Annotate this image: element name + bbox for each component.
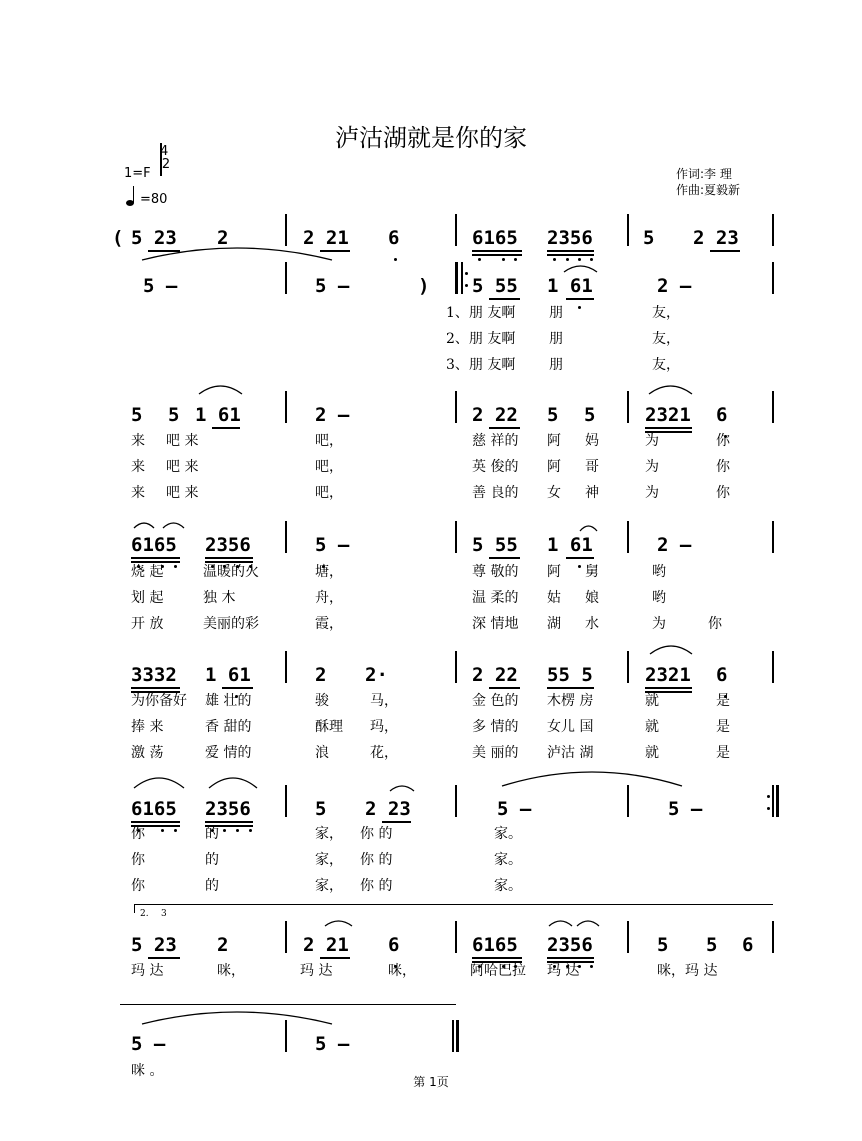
barline: [455, 391, 457, 423]
barline: [285, 651, 287, 683]
lyric-syllable: 妈: [585, 433, 599, 449]
lyric-syllable: 玛 达: [547, 963, 580, 979]
note-group: 2356: [205, 534, 251, 556]
lyric-syllable: 娘: [585, 590, 599, 606]
lyric-syllable: 阿: [547, 459, 561, 475]
note-group: 5 –: [131, 1033, 166, 1055]
lyric-syllable: 泸沽 湖: [547, 745, 594, 761]
lyric-syllable: 姑: [547, 590, 561, 606]
beam-underline: [212, 427, 240, 429]
beam-underline: [205, 821, 253, 823]
barline: [627, 785, 629, 817]
beam-underline: [547, 687, 594, 689]
note-group: 6: [388, 227, 400, 249]
lyric-syllable: 阿哈巴拉: [470, 963, 526, 979]
beam-underline: [131, 821, 180, 823]
composer-credit: 作曲:夏毅新: [676, 183, 741, 197]
note-group: 5 –: [315, 275, 350, 297]
lyric-syllable: 吧 来: [166, 433, 199, 449]
lyric-syllable: 你: [716, 459, 730, 475]
lyric-syllable: 友，: [652, 305, 680, 321]
low-octave-dot: [553, 258, 556, 261]
note-group: 2321: [645, 404, 691, 426]
note-group: 5: [706, 934, 718, 956]
quarter-note-icon: [126, 200, 134, 206]
key-signature: 1=F: [124, 166, 151, 181]
note-group: 2: [217, 227, 229, 249]
lyric-syllable: 善 良的: [472, 485, 519, 501]
barline: [627, 214, 629, 246]
beam-underline: [205, 557, 253, 559]
note-group: 2 –: [657, 534, 692, 556]
barline: [772, 391, 774, 423]
lyric-syllable: 家，: [315, 826, 343, 842]
beam-underline: [489, 687, 520, 689]
lyric-syllable: 朋: [549, 331, 563, 347]
low-octave-dot: [566, 258, 569, 261]
notation-row: [0, 799, 862, 829]
lyric-syllable: 2、朋 友啊: [446, 331, 516, 347]
tie-slur: [132, 521, 156, 530]
lyric-syllable: 朋: [549, 305, 563, 321]
lyric-syllable: 家。: [494, 852, 522, 868]
tempo-value: =80: [140, 192, 168, 207]
note-group: 1 61: [547, 275, 593, 297]
note-group: 6: [716, 404, 728, 426]
barline: [455, 214, 457, 246]
beam-underline: [131, 687, 180, 689]
barline: [285, 262, 287, 294]
note-group: 6165: [131, 798, 177, 820]
lyric-syllable: 湖: [547, 616, 561, 632]
lyric-syllable: 的: [205, 878, 219, 894]
barline: [455, 521, 457, 553]
barline: [285, 921, 287, 953]
lyric-syllable: 家，: [315, 852, 343, 868]
lyric-syllable: 温暖的火: [203, 564, 259, 580]
lyric-syllable: 女: [547, 485, 561, 501]
note-group: 55 5: [547, 664, 593, 686]
lyric-syllable: 哥: [585, 459, 599, 475]
tie-slur: [388, 784, 416, 793]
lyric-syllable: 为你备好: [131, 693, 187, 709]
note-group: 2356: [547, 227, 593, 249]
barline: [455, 651, 457, 683]
note-group: 5 –: [315, 534, 350, 556]
lyric-syllable: 吧，: [315, 433, 343, 449]
volta-label: 2.: [140, 909, 149, 919]
lyric-syllable: 尊 敬的: [472, 564, 519, 580]
note-group: 6165: [472, 227, 518, 249]
lyric-syllable: 就: [645, 745, 659, 761]
note-group: 5: [547, 404, 559, 426]
low-octave-dot: [590, 965, 593, 968]
lyric-syllable: 家。: [494, 878, 522, 894]
low-octave-dot: [161, 829, 164, 832]
song-title: 泸沽湖就是你的家: [335, 124, 527, 152]
note-group: 5: [584, 404, 596, 426]
tie-slur: [197, 384, 244, 396]
notation-row: [0, 1034, 862, 1064]
lyric-syllable: 深 情地: [472, 616, 519, 632]
beam-underline: [131, 561, 180, 563]
low-octave-dot: [578, 306, 581, 309]
beam-underline: [148, 957, 180, 959]
tie-slur: [547, 919, 574, 928]
beam-underline: [382, 821, 411, 823]
beam-underline: [489, 427, 520, 429]
note-group: 2356: [547, 934, 593, 956]
low-octave-dot: [578, 258, 581, 261]
repeat-dot: [767, 807, 770, 810]
lyric-syllable: 哟: [652, 564, 666, 580]
tie-slur: [161, 521, 186, 530]
lyric-syllable: 多 情的: [472, 719, 519, 735]
lyric-syllable: 友，: [652, 357, 680, 373]
lyric-syllable: 木楞 房: [547, 693, 594, 709]
lyric-syllable: 吧 来: [166, 459, 199, 475]
lyric-syllable: 酥理: [315, 719, 343, 735]
tie-slur: [575, 919, 601, 928]
lyric-syllable: 吧，: [315, 459, 343, 475]
lyric-syllable: 是: [716, 719, 730, 735]
lyric-syllable: 就: [645, 693, 659, 709]
low-octave-dot: [590, 258, 593, 261]
lyric-syllable: 为: [652, 616, 666, 632]
lyric-syllable: 你 的: [360, 826, 393, 842]
barline: [455, 921, 457, 953]
barline: [285, 214, 287, 246]
lyric-syllable: 咪，: [388, 963, 416, 979]
lyric-syllable: 朋: [549, 357, 563, 373]
lyric-syllable: 吧，: [315, 485, 343, 501]
lyric-syllable: 来: [131, 433, 145, 449]
note-group: 2 23: [693, 227, 739, 249]
lyric-syllable: 烧 起: [131, 564, 164, 580]
note-group: (: [112, 227, 124, 249]
notation-row: [0, 935, 862, 965]
low-octave-dot: [174, 829, 177, 832]
lyric-syllable: 水: [585, 616, 599, 632]
beam-underline: [645, 687, 692, 689]
barline: [772, 214, 774, 246]
lyric-syllable: 霞，: [315, 616, 343, 632]
final-barline-thin: [452, 1020, 454, 1052]
note-group: 1 61: [547, 534, 593, 556]
low-octave-dot: [578, 565, 581, 568]
beam-underline: [472, 250, 522, 252]
lyric-syllable: 英 俊的: [472, 459, 519, 475]
repeat-barline-thin: [461, 262, 463, 294]
low-octave-dot: [514, 258, 517, 261]
barline: [455, 785, 457, 817]
note-group: 6165: [472, 934, 518, 956]
beam-underline: [710, 250, 740, 252]
lyric-syllable: 玛，: [370, 719, 398, 735]
lyric-syllable: 温 柔的: [472, 590, 519, 606]
note-group: 2 23: [365, 798, 411, 820]
lyric-syllable: 阿: [547, 433, 561, 449]
volta-line: [120, 1004, 456, 1005]
lyric-syllable: 美丽的彩: [203, 616, 259, 632]
note-group: 2321: [645, 664, 691, 686]
notation-row: [0, 276, 862, 306]
note-group: 5 23: [131, 934, 177, 956]
note-group: 6: [388, 934, 400, 956]
barline: [285, 521, 287, 553]
beam-underline: [489, 298, 520, 300]
note-group: 6165: [131, 534, 177, 556]
beam-underline: [645, 427, 692, 429]
beam-underline: [566, 557, 594, 559]
lyric-syllable: 马，: [370, 693, 398, 709]
lyric-syllable: 哟: [652, 590, 666, 606]
tie-slur: [500, 770, 684, 788]
lyric-syllable: 咪 。: [131, 1063, 164, 1079]
note-group: 5: [131, 404, 143, 426]
tempo-marking: [126, 192, 167, 207]
lyric-syllable: 激 荡: [131, 745, 164, 761]
low-octave-dot: [478, 258, 481, 261]
repeat-barline-thin: [772, 785, 774, 817]
lyric-syllable: 捧 来: [131, 719, 164, 735]
lyric-syllable: 吧 来: [166, 485, 199, 501]
lyric-syllable: 阿: [547, 564, 561, 580]
lyric-syllable: 雄 壮的: [205, 693, 252, 709]
lyric-syllable: 咪，: [217, 963, 245, 979]
lyric-syllable: 舅: [585, 564, 599, 580]
note-group: 2 21: [303, 934, 349, 956]
barline: [627, 521, 629, 553]
lyric-syllable: 的: [205, 826, 219, 842]
note-group: 3332: [131, 664, 177, 686]
beam-underline: [489, 557, 520, 559]
note-group: 2356: [205, 798, 251, 820]
note-group: 5 –: [497, 798, 532, 820]
lyric-syllable: 就: [645, 719, 659, 735]
beam-underline: [320, 957, 350, 959]
lyric-syllable: 家，: [315, 878, 343, 894]
tie-slur: [140, 246, 334, 262]
lyric-syllable: 为: [645, 485, 659, 501]
note-group: 5: [657, 934, 669, 956]
lyric-syllable: 你 的: [360, 878, 393, 894]
lyric-syllable: 你: [716, 485, 730, 501]
lyric-syllable: 家。: [494, 826, 522, 842]
beam-underline: [205, 561, 253, 563]
low-octave-dot: [174, 565, 177, 568]
note-group: 2 –: [315, 404, 350, 426]
lyric-syllable: 玛 达: [131, 963, 164, 979]
barline: [772, 921, 774, 953]
note-group: 2 22: [472, 404, 518, 426]
lyric-syllable: 咪，玛 达: [657, 963, 718, 979]
low-octave-dot: [502, 258, 505, 261]
lyric-syllable: 划 起: [131, 590, 164, 606]
tie-slur: [323, 919, 354, 928]
note-group: 2 21: [303, 227, 349, 249]
note-group: 5: [315, 798, 327, 820]
barline: [772, 262, 774, 294]
lyric-syllable: 神: [585, 485, 599, 501]
beam-underline: [131, 557, 180, 559]
lyric-syllable: 是: [716, 693, 730, 709]
note-group: 2 22: [472, 664, 518, 686]
repeat-dot: [465, 272, 468, 275]
note-group: 5 –: [668, 798, 703, 820]
barline: [285, 785, 287, 817]
beam-underline: [547, 250, 594, 252]
time-signature-bottom: 4: [160, 143, 162, 176]
repeat-dot: [767, 795, 770, 798]
note-group: 6: [742, 934, 754, 956]
barline: [772, 521, 774, 553]
lyric-syllable: 是: [716, 745, 730, 761]
note-group: 5 55: [472, 534, 518, 556]
note-group: 5 23: [131, 227, 177, 249]
lyric-syllable: 香 甜的: [205, 719, 252, 735]
note-group: 5: [643, 227, 655, 249]
final-barline-thick: [456, 1020, 459, 1052]
barline: [627, 391, 629, 423]
barline: [627, 651, 629, 683]
time-signature: [160, 144, 172, 173]
note-group: 5: [168, 404, 180, 426]
note-group: 5 55: [472, 275, 518, 297]
lyric-syllable: 你: [716, 433, 730, 449]
lyric-syllable: 女儿 国: [547, 719, 594, 735]
barline: [627, 921, 629, 953]
page-number: 第 1页: [413, 1075, 449, 1089]
low-octave-dot: [249, 829, 252, 832]
lyric-syllable: 美 丽的: [472, 745, 519, 761]
low-octave-dot: [223, 829, 226, 832]
note-group: 2 –: [657, 275, 692, 297]
time-signature-top: 2: [161, 157, 171, 172]
low-octave-dot: [394, 258, 397, 261]
lyric-syllable: 来: [131, 485, 145, 501]
lyric-syllable: 浪: [315, 745, 329, 761]
lyric-syllable: 舟，: [315, 590, 343, 606]
lyric-syllable: 开 放: [131, 616, 164, 632]
tie-slur: [140, 1010, 334, 1026]
lyric-syllable: 友，: [652, 331, 680, 347]
tie-slur: [207, 776, 259, 790]
note-group: 1 61: [195, 404, 241, 426]
beam-underline: [222, 687, 253, 689]
lyric-syllable: 你 的: [360, 852, 393, 868]
lyric-syllable: 花，: [370, 745, 398, 761]
lyric-syllable: 爱 情的: [205, 745, 252, 761]
beam-underline: [472, 957, 522, 959]
lyric-syllable: 你: [131, 878, 145, 894]
volta-bracket: [134, 904, 773, 913]
notation-row: [0, 665, 862, 695]
lyric-syllable: 的: [205, 852, 219, 868]
tie-slur: [132, 776, 186, 790]
note-group: 2·: [365, 664, 388, 686]
lyric-syllable: 骏: [315, 693, 329, 709]
tie-slur: [562, 264, 599, 274]
beam-underline: [472, 254, 522, 256]
lyric-syllable: 你: [131, 826, 145, 842]
note-group: 6: [716, 664, 728, 686]
lyric-syllable: 你: [131, 852, 145, 868]
note-group: 2: [315, 664, 327, 686]
note-group: 2: [217, 934, 229, 956]
lyric-syllable: 来: [131, 459, 145, 475]
repeat-barline-thick: [776, 785, 779, 817]
lyric-syllable: 1、朋 友啊: [446, 305, 516, 321]
repeat-dot: [465, 284, 468, 287]
volta-label: 3: [161, 909, 167, 919]
lyric-syllable: 金 色的: [472, 693, 519, 709]
barline: [285, 391, 287, 423]
note-group: 5 –: [143, 275, 178, 297]
notation-row: [0, 228, 862, 258]
notation-row: [0, 405, 862, 435]
tie-slur: [647, 384, 694, 396]
repeat-barline-thick: [455, 262, 458, 294]
lyric-syllable: 慈 祥的: [472, 433, 519, 449]
lyric-syllable: 塘，: [315, 564, 343, 580]
lyric-syllable: 为: [645, 459, 659, 475]
note-group: 1 61: [205, 664, 251, 686]
tie-slur: [648, 644, 694, 656]
lyric-syllable: 独 木: [203, 590, 236, 606]
note-group: ): [418, 275, 430, 297]
notation-row: [0, 535, 862, 565]
lyric-syllable: 为: [645, 433, 659, 449]
barline: [772, 651, 774, 683]
lyric-syllable: 玛 达: [300, 963, 333, 979]
beam-underline: [566, 298, 594, 300]
tie-slur: [578, 524, 599, 533]
lyric-syllable: 3、朋 友啊: [446, 357, 516, 373]
low-octave-dot: [236, 829, 239, 832]
note-group: 5 –: [315, 1033, 350, 1055]
lyric-syllable: 你: [708, 616, 722, 632]
beam-underline: [547, 254, 594, 256]
lyricist-credit: 作词:李 理: [676, 167, 732, 181]
beam-underline: [547, 957, 594, 959]
